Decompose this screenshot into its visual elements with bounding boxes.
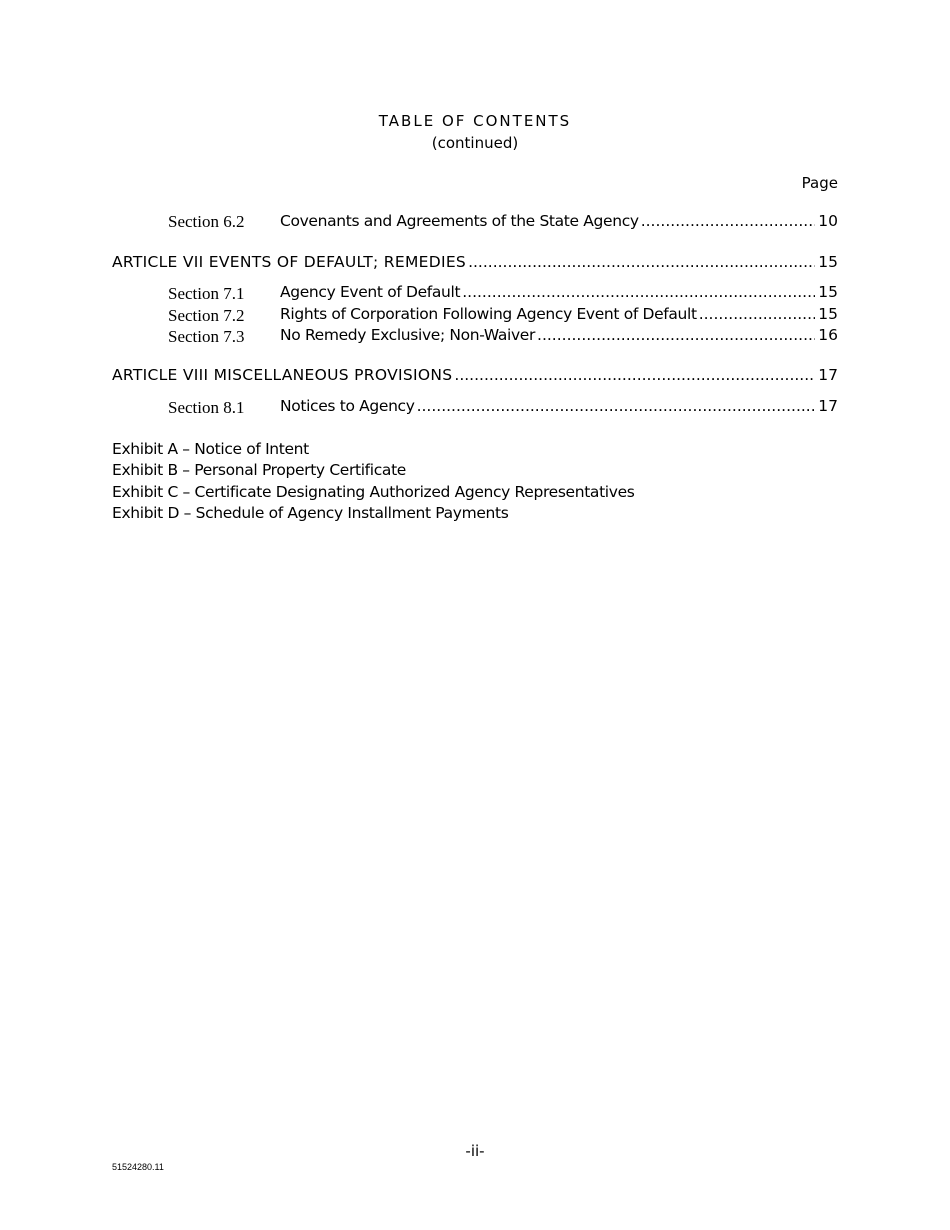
toc-entry-article-8[interactable] — [112, 366, 838, 388]
toc-entry-page: 15 — [818, 253, 838, 271]
toc-entry-page: 17 — [818, 397, 838, 415]
toc-entry-page: 17 — [818, 366, 838, 384]
section-number-6-2: Section 6.2 — [168, 212, 245, 231]
exhibit-c-entry[interactable]: Exhibit C – Certificate Designating Authorized Agency Representatives — [112, 483, 635, 501]
exhibit-a-entry[interactable]: Exhibit A – Notice of Intent — [112, 440, 309, 458]
toc-title: TABLE OF CONTENTS — [378, 112, 572, 130]
toc-entry-page: 15 — [818, 305, 838, 323]
toc-entry-title: Rights of Corporation Following Agency Event of Default — [280, 305, 697, 323]
toc-article-title: ARTICLE VII EVENTS OF DEFAULT; REMEDIES — [112, 253, 467, 271]
section-number-8-1: Section 8.1 — [168, 398, 245, 417]
dot-leader — [454, 366, 815, 384]
dot-leader — [468, 253, 815, 271]
page-column-label: Page — [801, 174, 838, 192]
toc-entry-section-8-1[interactable] — [280, 397, 838, 419]
toc-article-title: ARTICLE VIII MISCELLANEOUS PROVISIONS — [112, 366, 453, 384]
toc-entry-section-7-2[interactable] — [280, 305, 838, 327]
toc-entry-section-7-1[interactable] — [280, 283, 838, 305]
toc-entry-page: 16 — [818, 326, 838, 344]
dot-leader — [417, 397, 816, 415]
toc-entry-article-7[interactable] — [112, 253, 838, 275]
document-id: 51524280.11 — [112, 1162, 164, 1172]
toc-entry-page: 15 — [818, 283, 838, 301]
toc-entry-title: No Remedy Exclusive; Non-Waiver — [280, 326, 536, 344]
toc-entry-page: 10 — [818, 212, 838, 230]
dot-leader — [641, 212, 816, 230]
dot-leader — [537, 326, 815, 344]
dot-leader — [462, 283, 815, 301]
exhibit-b-entry[interactable]: Exhibit B – Personal Property Certificate — [112, 461, 406, 479]
toc-subtitle: (continued) — [431, 134, 519, 152]
toc-entry-title: Agency Event of Default — [280, 283, 461, 301]
section-number-7-2: Section 7.2 — [168, 306, 245, 325]
toc-entry-section-7-3[interactable] — [280, 326, 838, 348]
section-number-7-3: Section 7.3 — [168, 327, 245, 346]
dot-leader — [699, 305, 816, 323]
exhibit-d-entry[interactable]: Exhibit D – Schedule of Agency Installment Payments — [112, 504, 509, 522]
toc-entry-section-6-2[interactable] — [280, 212, 838, 234]
toc-entry-title: Notices to Agency — [280, 397, 415, 415]
toc-entry-title: Covenants and Agreements of the State Agency — [280, 212, 639, 230]
section-number-7-1: Section 7.1 — [168, 284, 245, 303]
footer-page-number: -ii- — [465, 1142, 485, 1160]
